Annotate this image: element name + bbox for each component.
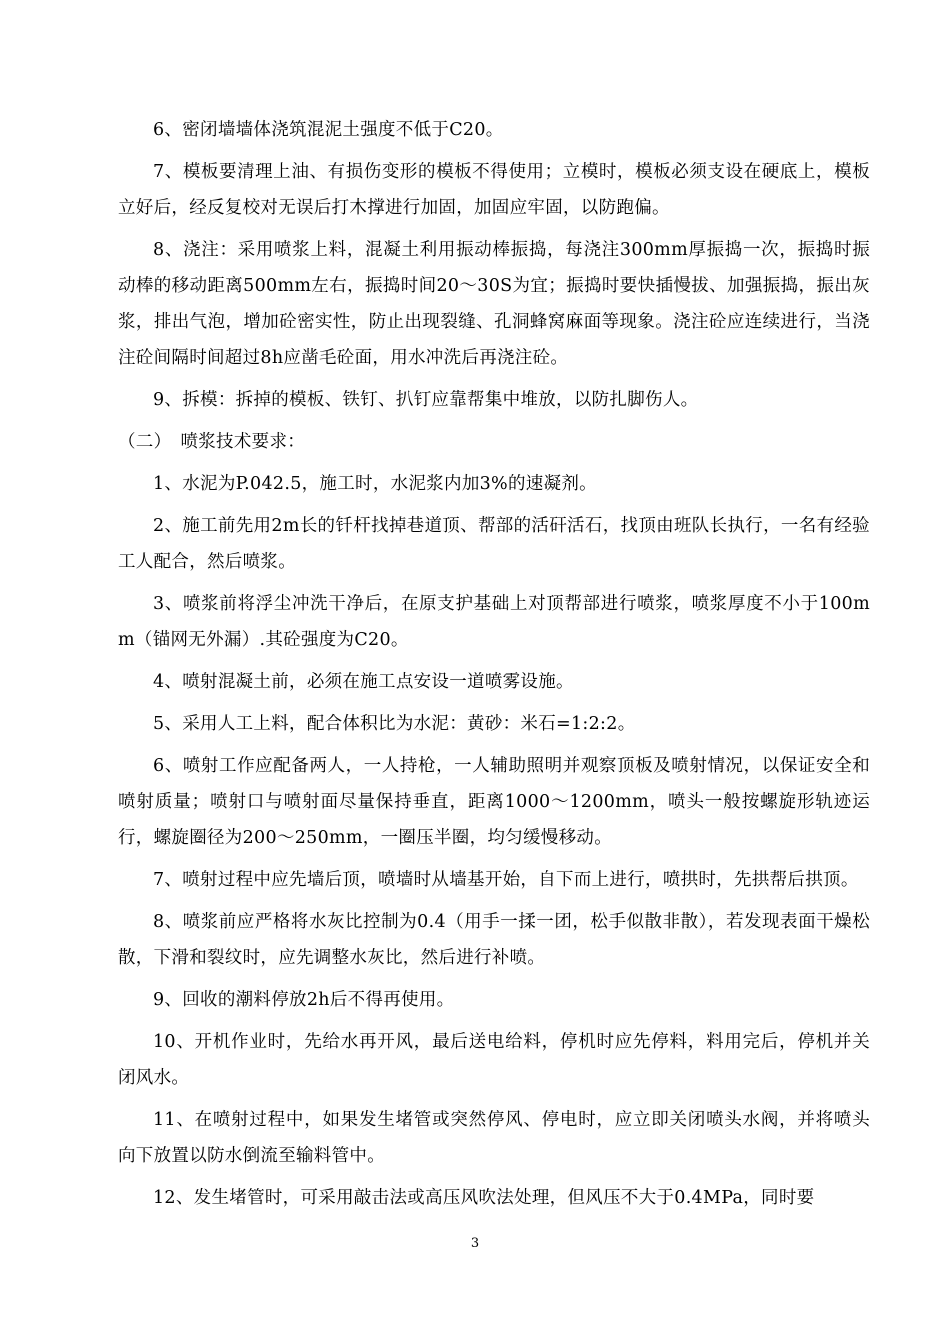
paragraph-item-12-blockage-handling: 12、发生堵管时，可采用敲击法或高压风吹法处理，但风压不大于0.4MPa，同时要 bbox=[153, 1188, 815, 1208]
paragraph-item-4-mist-facility: 4、喷射混凝土前，必须在施工点安设一道喷雾设施。 bbox=[153, 672, 574, 692]
paragraph-item-8-water-cement-ratio: 8、喷浆前应严格将水灰比控制为0.4（用手一揉一团，松手似散非散），若发现表面干燥松散，下滑和裂纹时，应先调整水灰比，然后进行补喷。 bbox=[118, 912, 870, 968]
page-number: 3 bbox=[470, 1236, 480, 1251]
paragraph-item-3-spray-thickness: 3、喷浆前将浮尘冲洗干净后，在原支护基础上对顶帮部进行喷浆，喷浆厚度不小于100mm（锚网无外漏）.其砼强度为C20。 bbox=[118, 594, 870, 650]
paragraph-item-6-spray-crew: 6、喷射工作应配备两人，一人持枪，一人辅助照明并观察顶板及喷射情况，以保证安全和喷射质量；喷射口与喷射面尽量保持垂直，距离1000～1200mm，喷头一般按螺旋形轨迹运行，螺旋圈径为200～250mm，一圈压半圈，均匀缓慢移动。 bbox=[118, 756, 870, 848]
section-heading-shotcrete: （二） 喷浆技术要求： bbox=[118, 432, 306, 452]
paragraph-item-9-recycled-material: 9、回收的潮料停放2h后不得再使用。 bbox=[153, 990, 455, 1010]
paragraph-item-7-spray-order: 7、喷射过程中应先墙后顶，喷墙时从墙基开始，自下而上进行，喷拱时，先拱帮后拱顶。 bbox=[153, 870, 859, 890]
paragraph-item-1-cement: 1、水泥为P.042.5，施工时，水泥浆内加3%的速凝剂。 bbox=[153, 474, 597, 494]
paragraph-item-6-concrete-strength: 6、密闭墙墙体浇筑混泥土强度不低于C20。 bbox=[153, 120, 504, 140]
paragraph-item-9-formwork-removal: 9、拆模：拆掉的模板、铁钉、扒钉应靠帮集中堆放，以防扎脚伤人。 bbox=[153, 390, 699, 410]
paragraph-item-10-startup-sequence: 10、开机作业时，先给水再开风，最后送电给料，停机时应先停料，料用完后，停机并关闭风水。 bbox=[118, 1032, 870, 1088]
paragraph-item-2-roof-check: 2、施工前先用2m长的钎杆找掉巷道顶、帮部的活矸活石，找顶由班队长执行，一名有经验工人配合，然后喷浆。 bbox=[118, 516, 870, 572]
paragraph-item-5-mix-ratio: 5、采用人工上料，配合体积比为水泥：黄砂：米石=1:2:2。 bbox=[153, 714, 636, 734]
paragraph-item-8-pouring: 8、浇注：采用喷浆上料，混凝土利用振动棒振捣，每浇注300mm厚振捣一次，振捣时振动棒的移动距离500mm左右，振捣时间20～30S为宜；振捣时要快插慢拔、加强振捣，振出灰浆，排出气泡，增加砼密实性，防止出现裂缝、孔洞蜂窝麻面等现象。浇注砼应连续进行，当浇注砼间隔时间超过8h应凿毛砼面，用水冲洗后再浇注砼。 bbox=[118, 240, 870, 368]
paragraph-item-7-formwork: 7、模板要清理上油、有损伤变形的模板不得使用；立模时，模板必须支设在硬底上，模板立好后，经反复校对无误后打木撑进行加固，加固应牢固，以防跑偏。 bbox=[118, 162, 870, 218]
paragraph-item-11-blockage-response: 11、在喷射过程中，如果发生堵管或突然停风、停电时，应立即关闭喷头水阀，并将喷头向下放置以防水倒流至输料管中。 bbox=[118, 1110, 870, 1166]
document-body bbox=[118, 112, 870, 1222]
